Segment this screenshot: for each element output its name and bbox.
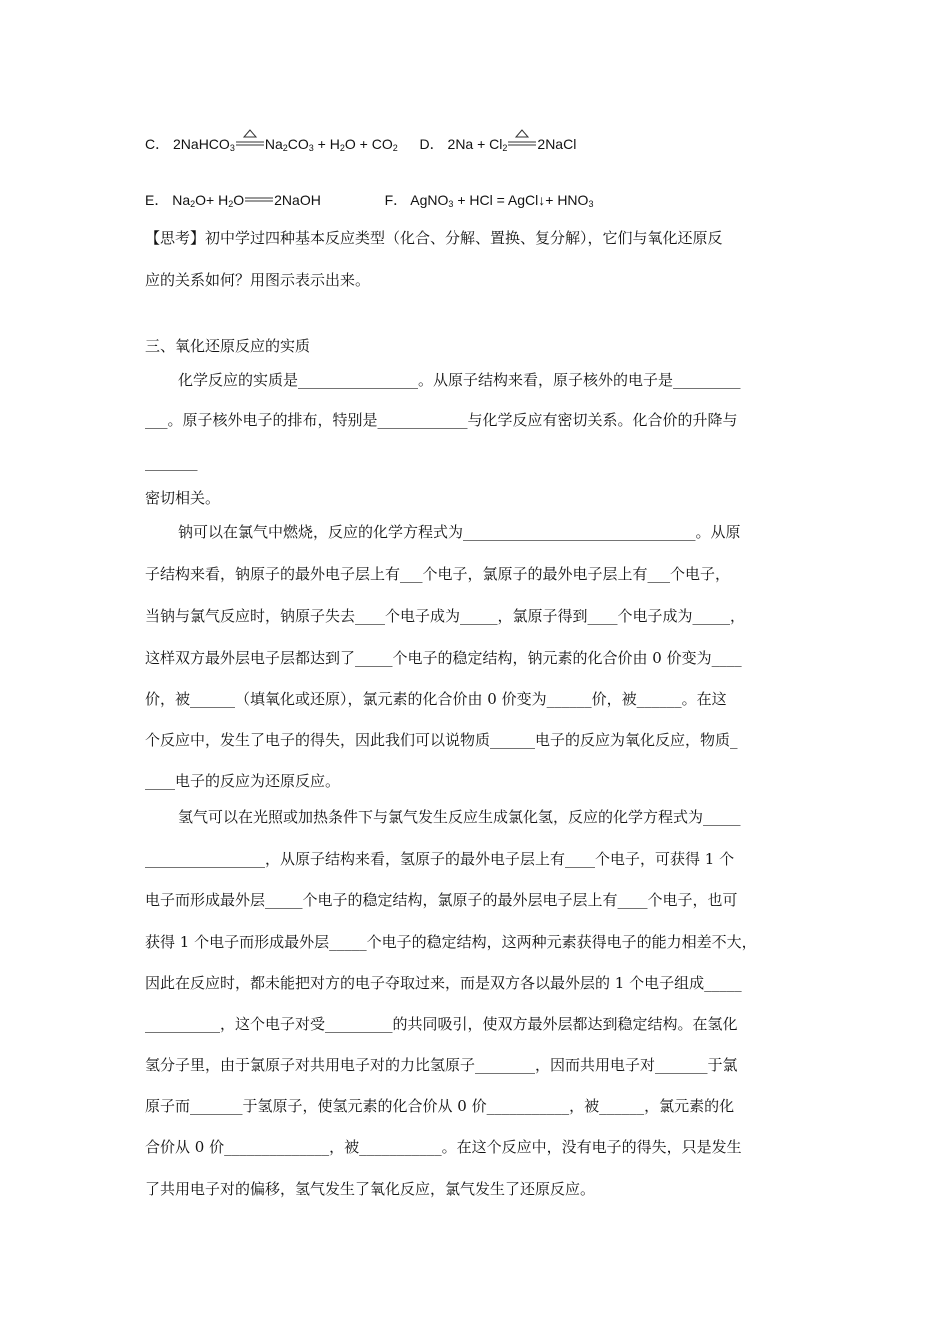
option-e-label: E． — [145, 192, 169, 208]
paragraph-line: ____电子的反应为还原反应。 — [145, 772, 341, 790]
paragraph-line: 了共用电子对的偏移，氢气发生了氧化反应，氯气发生了还原反应。 — [145, 1180, 596, 1198]
paragraph-line: 个反应中，发生了电子的得失，因此我们可以说物质______电子的反应为氧化反应，物质_ — [145, 731, 738, 749]
equation-c: 2NaHCO$_3$ $Na_2CO_3 + H_2O + CO_2$ — [173, 136, 402, 152]
paragraph-line: ________________，从原子结构来看，氢原子的最外电子层上有____个电子，可获得 1 个 — [145, 850, 735, 868]
think-prompt-line: 应的关系如何？用图示表示出来。 — [145, 271, 371, 289]
paragraph-line: 价，被______（填氧化或还原），氯元素的化合价由 0 价变为______价，被______。在这 — [145, 690, 727, 708]
equation-line-ef — [145, 190, 593, 210]
equation-e: $Na_2O+ H_2O$ 2NaOH — [172, 192, 321, 209]
equals-sign-icon — [245, 195, 273, 207]
heat-condition-icon — [236, 139, 264, 151]
option-c-label: C． — [145, 136, 170, 152]
option-f-label: F． — [384, 192, 408, 208]
option-d-label: D． — [419, 136, 444, 152]
paragraph-line: 钠可以在氯气中燃烧，反应的化学方程式为_______________________________。从原 — [178, 523, 741, 541]
paragraph-line: 这样双方最外层电子层都达到了_____个电子的稳定结构，钠元素的化合价由 0 价变为____ — [145, 649, 742, 667]
paragraph-line: 子结构来看，钠原子的最外电子层上有___个电子，氯原子的最外电子层上有___个电子， — [145, 565, 731, 583]
paragraph-line: 合价从 0 价______________，被___________。在这个反应中，没有电子的得失，只是发生 — [145, 1138, 742, 1156]
paragraph-line: _______ — [145, 453, 198, 471]
paragraph-line: __________，这个电子对受_________的共同吸引，使双方最外层都达到稳定结构。在氢化 — [145, 1015, 738, 1033]
paragraph-line: 密切相关。 — [145, 489, 221, 507]
paragraph-line: 当钠与氯气反应时，钠原子失去____个电子成为_____，氯原子得到____个电子成为_____， — [145, 607, 746, 625]
equation-f: AgNO$_3$ + HCl = AgCl↓+ $HNO_3$ — [410, 192, 594, 209]
paragraph-line: 获得 1 个电子而形成最外层_____个电子的稳定结构，这两种元素获得电子的能力相差不大， — [145, 933, 757, 951]
equation-line-cd — [145, 134, 576, 154]
paragraph-line: 化学反应的实质是________________。从原子结构来看，原子核外的电子是_________ — [178, 371, 741, 389]
paragraph-line: 原子而_______于氢原子，使氢元素的化合价从 0 价___________，被______，氯元素的化 — [145, 1097, 735, 1115]
section-heading: 三、氧化还原反应的实质 — [145, 337, 311, 355]
paragraph-line: 因此在反应时，都未能把对方的电子夺取过来，而是双方各以最外层的 1 个电子组成_____ — [145, 974, 742, 992]
paragraph-line: 氢气可以在光照或加热条件下与氯气发生反应生成氯化氢，反应的化学方程式为_____ — [178, 808, 741, 826]
paragraph-line: 电子而形成最外层_____个电子的稳定结构，氯原子的最外层电子层上有____个电子，也可 — [145, 891, 738, 909]
paragraph-line: 氢分子里，由于氯原子对共用电子对的力比氢原子________，因而共用电子对_______于氯 — [145, 1056, 738, 1074]
think-prompt-line: 【思考】初中学过四种基本反应类型（化合、分解、置换、复分解），它们与氧化还原反 — [145, 229, 723, 247]
paragraph-line: ___。原子核外电子的排布，特别是____________与化学反应有密切关系。化合价的升降与 — [145, 411, 738, 429]
equation-d: $2Na + Cl_2$ 2NaCl — [448, 136, 577, 152]
heat-condition-icon — [508, 139, 536, 151]
